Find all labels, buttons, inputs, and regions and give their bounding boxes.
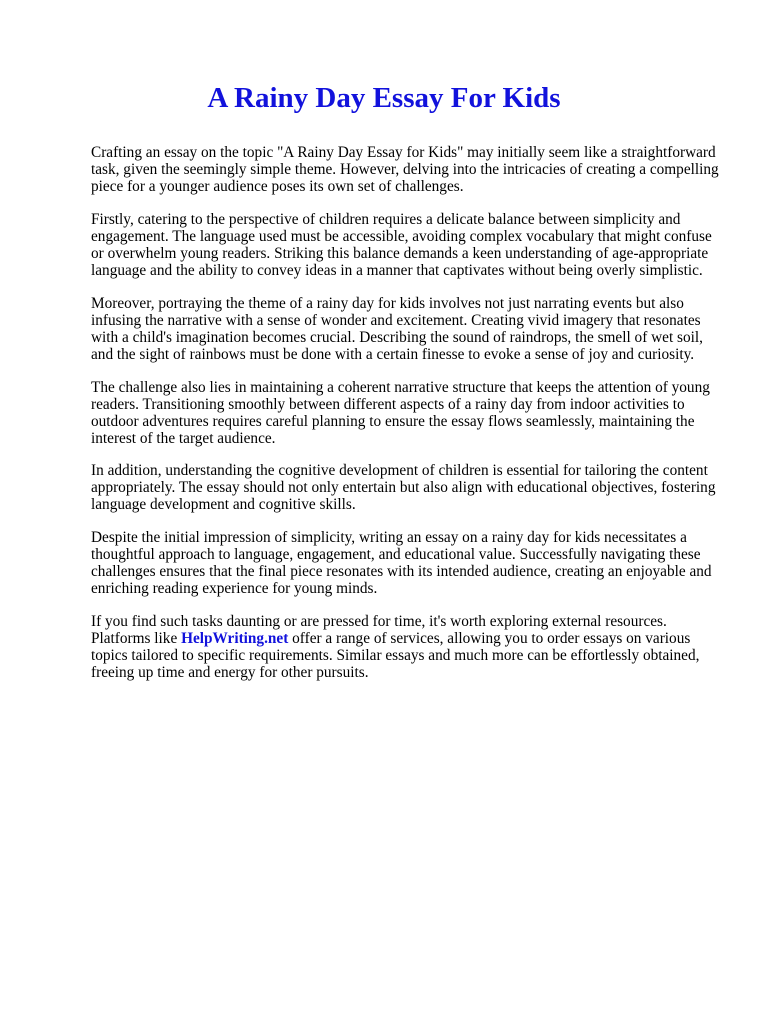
essay-paragraph-1: Crafting an essay on the topic "A Rainy Day Essay for Kids" may initially seem like a straightforward task, given the seemingly simple theme. However, delving into the intricacies of creating a compelling piece for a younger audience poses its own set of challenges. (91, 144, 719, 195)
essay-body (91, 144, 727, 697)
essay-paragraph-6: Despite the initial impression of simplicity, writing an essay on a rainy day for kids necessitates a thoughtful approach to language, engagement, and educational value. Successfully navigating these challenges ensures that the final piece resonates with its intended audience, creating an enjoyable and enriching reading experience for young minds. (91, 529, 712, 597)
essay-paragraph-7 (91, 613, 727, 681)
document-title: A Rainy Day Essay For Kids (207, 82, 561, 114)
final-paragraph-intro: If you find such tasks daunting or are pressed for time, it's worth exploring external resources. Platforms like (91, 613, 667, 647)
essay-paragraph-3: Moreover, portraying the theme of a rainy day for kids involves not just narrating events but also infusing the narrative with a sense of wonder and excitement. Creating vivid imagery that resonates with a child's imagination becomes crucial. Describing the sound of raindrops, the smell of wet soil, and the sight of rainbows must be done with a certain finesse to evoke a sense of joy and curiosity. (91, 295, 703, 363)
essay-paragraph-5: In addition, understanding the cognitive development of children is essential for tailoring the content appropriately. The essay should not only entertain but also align with educational objectives, fostering language development and cognitive skills. (91, 462, 716, 513)
helpwriting-link[interactable]: HelpWriting.net (181, 630, 289, 647)
essay-paragraph-2: Firstly, catering to the perspective of children requires a delicate balance between simplicity and engagement. The language used must be accessible, avoiding complex vocabulary that might confuse or overwhelm young readers. Striking this balance demands a keen understanding of age-appropriate language and the ability to convey ideas in a manner that captivates without being overly simplistic. (91, 211, 712, 279)
essay-paragraph-4: The challenge also lies in maintaining a coherent narrative structure that keeps the attention of young readers. Transitioning smoothly between different aspects of a rainy day from indoor activities to outdoor adventures requires careful planning to ensure the essay flows seamlessly, maintaining the interest of the target audience. (91, 379, 710, 447)
final-paragraph-rest: offer a range of services, allowing you to order essays on various topics tailored to specific requirements. Similar essays and much more can be effortlessly obtained, freeing up time and energy for other pursuits. (91, 630, 700, 681)
